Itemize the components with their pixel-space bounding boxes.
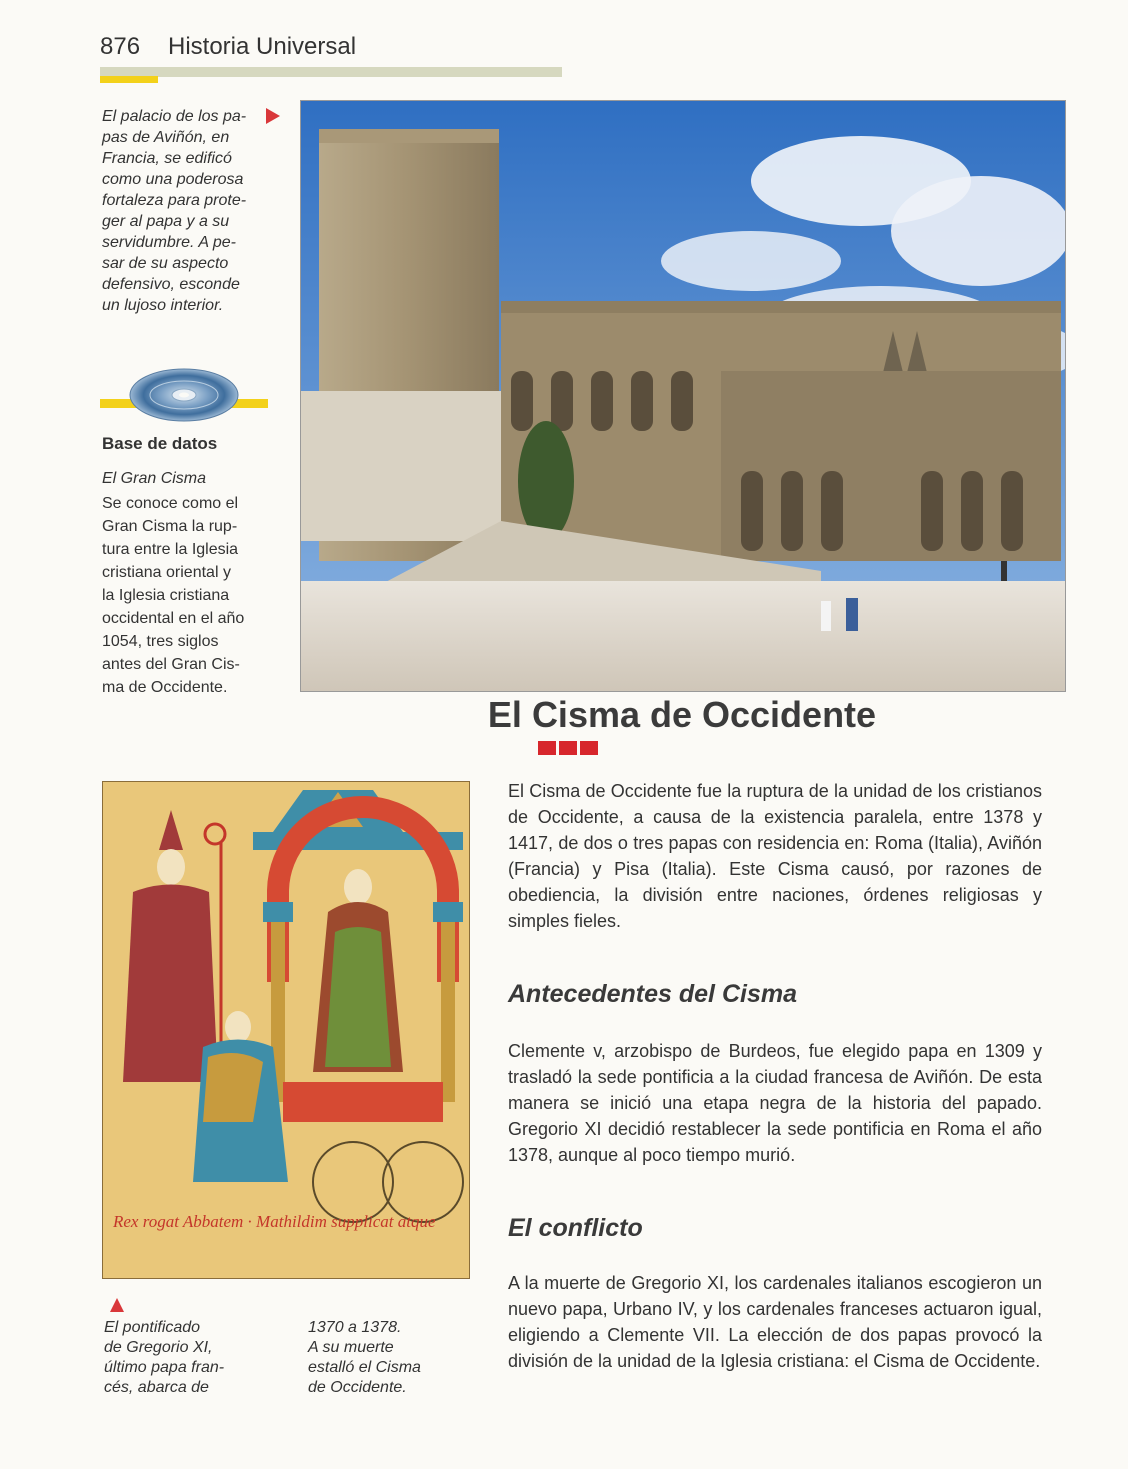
intro-paragraph: El Cisma de Occidente fue la ruptura de la unidad de los cristianos de Occidente, a causa de la existencia paralela, entre 1378 y 1417, de dos o tres papas con residencia en: Roma (Italia), Aviñón (Francia) y Pisa (Italia). Este Cisma causó, por razones de obediencia, la división entre naciones, órdenes religiosas y simples fieles. bbox=[508, 781, 1042, 931]
main-title: El Cisma de Occidente bbox=[487, 694, 877, 735]
title-decoration bbox=[538, 741, 601, 760]
caption-arrow-right-icon bbox=[266, 108, 280, 124]
page-number: 876 bbox=[100, 33, 141, 60]
manuscript-caption-left: El pontificado de Gregorio XI, último papa fran- cés, abarca de bbox=[104, 1319, 225, 1396]
title-square bbox=[580, 741, 598, 755]
manuscript-caption-right: 1370 a 1378. A su muerte estalló el Cisma de Occidente. bbox=[308, 1319, 421, 1396]
database-heading: Base de datos bbox=[102, 434, 218, 453]
section-heading-conflicto: El conflicto bbox=[508, 1214, 643, 1242]
header-accent-bar bbox=[100, 76, 158, 83]
header-rule bbox=[100, 67, 562, 77]
section-heading-antecedentes: Antecedentes del Cisma bbox=[508, 980, 797, 1008]
manuscript-illustration bbox=[102, 781, 470, 1279]
section-text-antecedentes: Clemente v, arzobispo de Burdeos, fue elegido papa en 1309 y trasladó la sede pontificia a la ciudad francesa de Aviñón. De esta manera se inició una etapa negra de la historia del papado. Gregorio XI decidió restablecer la sede pontificia en Roma el año 1378, aunque al poco tiempo murió. bbox=[508, 1041, 1042, 1165]
header-title: Historia Universal bbox=[168, 33, 357, 60]
title-square bbox=[538, 741, 556, 755]
section-text-conflicto: A la muerte de Gregorio XI, los cardenales italianos escogieron un nuevo papa, Urbano IV, y los cardenales franceses actuaron igual, eligiendo a Clemente VII. La elección de dos papas provocó la división de la unidad de la Iglesia cristiana: el Cisma de Occidente. bbox=[508, 1273, 1042, 1371]
caption-arrow-up-icon bbox=[110, 1298, 124, 1312]
title-square bbox=[559, 741, 577, 755]
database-subtitle: El Gran Cisma bbox=[102, 470, 207, 487]
database-text: Se conoce como el Gran Cisma la rup- tura entre la Iglesia cristiana oriental y la Iglesia cristiana occidental en el año 1054, tres siglos antes del Gran Cis- ma de Occidente. bbox=[102, 495, 245, 696]
manuscript-inscription: Rex rogat Abbatem · Mathildim supplicat atque bbox=[113, 1212, 436, 1231]
cd-disc-icon bbox=[128, 367, 240, 423]
palace-caption: El palacio de los pa- pas de Aviñón, en Francia, se edificó como una poderosa fortaleza para prote- ger al papa y a su servidumbre. A pe- sar de su aspecto defensivo, esconde un lujoso interior. bbox=[102, 108, 247, 314]
palace-photo bbox=[300, 100, 1066, 692]
